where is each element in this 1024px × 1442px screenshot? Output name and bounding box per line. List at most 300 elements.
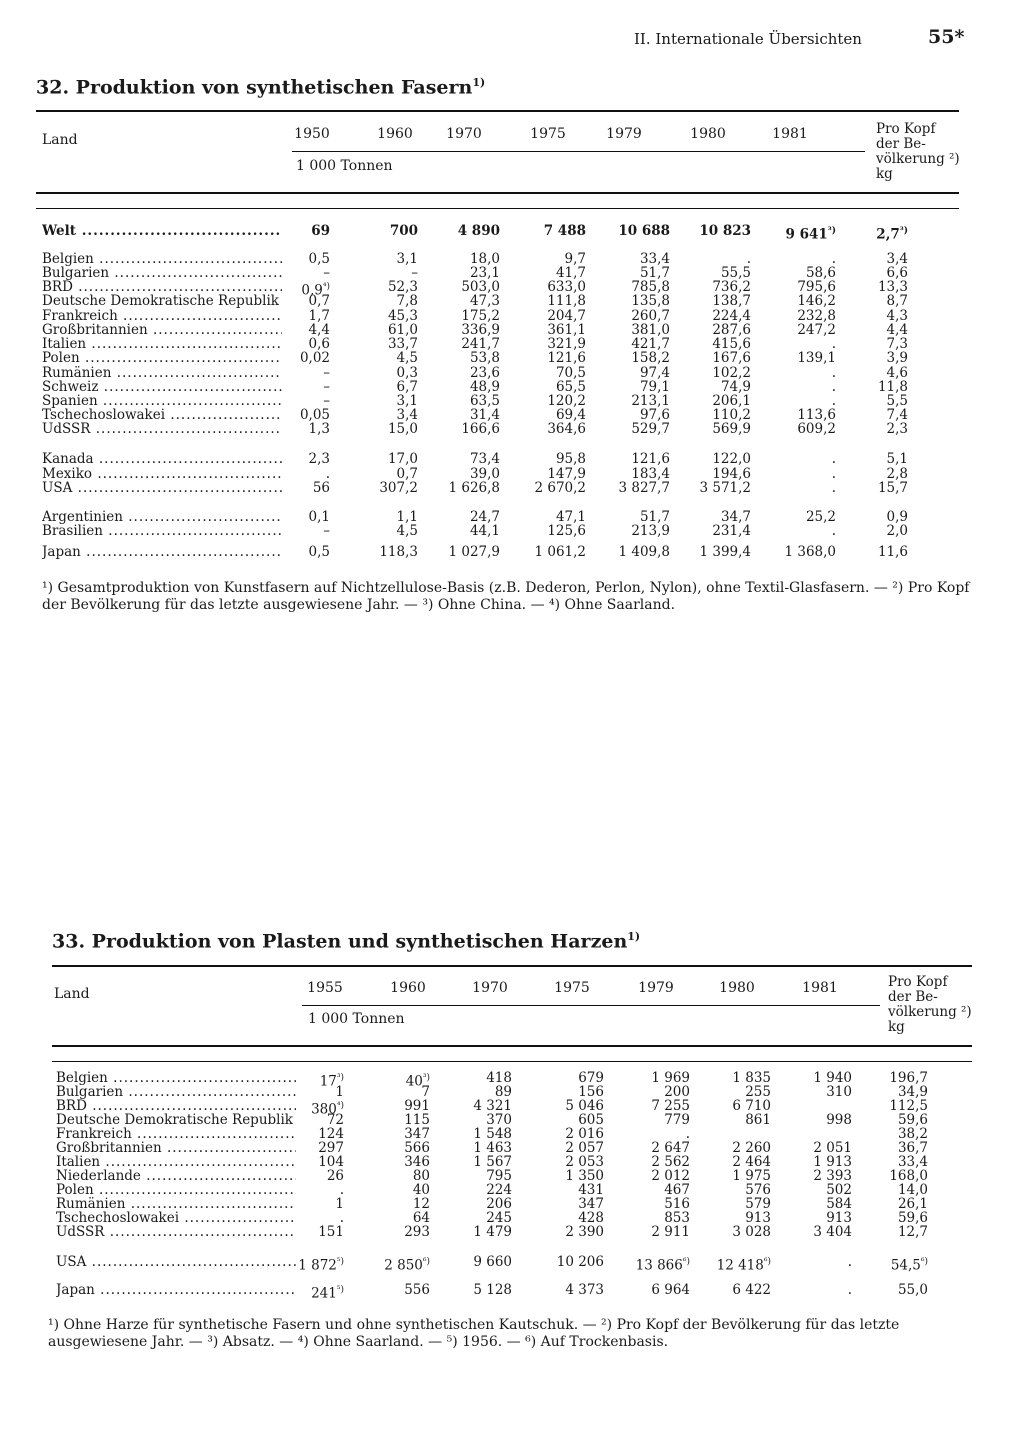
row-value: 79,1 — [639, 379, 670, 395]
row-value: 736,2 — [712, 279, 751, 295]
row-country: Schweiz ..... — [42, 380, 282, 394]
table-32-year-header-1981: 1981 — [772, 126, 808, 142]
row-value: 196,7 — [889, 1070, 928, 1086]
row-value: 15,0 — [387, 421, 418, 437]
row-country: Belgien ..... — [56, 1071, 296, 1085]
table-row — [0, 1183, 1024, 1197]
row-value: 125,6 — [547, 523, 586, 539]
row-value: . — [831, 336, 836, 352]
row-value: 247,2 — [797, 322, 836, 338]
row-value: . — [831, 466, 836, 482]
row-value: 72 — [326, 1112, 344, 1128]
row-value: 2 $850^{^6)}$ — [384, 1257, 430, 1274]
row-value: 14,0 — [897, 1182, 928, 1198]
row-value: 2 911 — [651, 1224, 690, 1240]
footnote-mark: ⁴) — [336, 1101, 344, 1111]
row-value: 293 — [404, 1224, 430, 1240]
row-value: 1 969 — [651, 1070, 690, 1086]
table-32-year-header-1979: 1979 — [606, 126, 642, 142]
footnote-mark: ⁶) — [763, 1257, 771, 1267]
row-value: 1 027,9 — [448, 544, 500, 560]
row-value: 213,1 — [631, 393, 670, 409]
row-value: 576 — [745, 1182, 771, 1198]
row-value: 566 — [404, 1140, 430, 1156]
row-value: 113,6 — [797, 407, 836, 423]
row-value: 41,7 — [555, 265, 586, 281]
row-country: Bulgarien ..... — [56, 1085, 296, 1099]
row-value: 121,6 — [631, 451, 670, 467]
row-value: . — [831, 379, 836, 395]
row-value: 2 647 — [651, 1140, 690, 1156]
row-value: 51,7 — [639, 509, 670, 525]
table-33-unit: 1 000 Tonnen — [308, 1011, 405, 1027]
row-value: 2,0 — [886, 523, 908, 539]
row-value: 80 — [412, 1168, 430, 1184]
row-value: 89 — [494, 1084, 512, 1100]
row-value: 12 — [412, 1196, 430, 1212]
row-value: 347 — [404, 1126, 430, 1142]
footnote-mark: ³) — [827, 226, 836, 236]
row-value: 307,2 — [379, 480, 418, 496]
row-value: 17,0 — [387, 451, 418, 467]
row-value: 33,7 — [387, 336, 418, 352]
row-value: 95,8 — [555, 451, 586, 467]
row-value: 679 — [578, 1070, 604, 1086]
row-value: 5 046 — [565, 1098, 604, 1114]
row-country: BRD ..... — [42, 280, 282, 294]
row-value: 36,7 — [897, 1140, 928, 1156]
row-value: 26 — [326, 1168, 344, 1184]
row-value: 34,7 — [720, 509, 751, 525]
row-value: 23,6 — [469, 365, 500, 381]
row-value: – — [323, 393, 330, 409]
row-value: . — [847, 1282, 852, 1298]
row-value: 59,6 — [897, 1210, 928, 1226]
table-row — [0, 1070, 1024, 1090]
row-value: 7 255 — [651, 1098, 690, 1114]
row-country: Welt ..... — [42, 224, 282, 238]
row-value: 2 393 — [813, 1168, 852, 1184]
section-label: II. Internationale Übersichten — [634, 30, 862, 48]
row-value: 2 012 — [651, 1168, 690, 1184]
table-32-unit: 1 000 Tonnen — [296, 158, 393, 174]
row-value: 138,7 — [712, 293, 751, 309]
row-value: 7,3 — [886, 336, 908, 352]
row-country: Tschechoslowakei ..... — [42, 408, 282, 422]
row-country: Frankreich ..... — [56, 1127, 296, 1141]
row-value: 4,4 — [308, 322, 330, 338]
row-value: 6 710 — [732, 1098, 771, 1114]
row-value: 206 — [486, 1196, 512, 1212]
row-country: Mexiko ..... — [42, 467, 282, 481]
row-value: 3,9 — [886, 350, 908, 366]
row-value: 4,6 — [886, 365, 908, 381]
table-row — [0, 1085, 1024, 1099]
row-value: 147,9 — [547, 466, 586, 482]
row-value: 69,4 — [555, 407, 586, 423]
table-row — [0, 1254, 1024, 1274]
row-value: 39,0 — [469, 466, 500, 482]
row-value: 56 — [312, 480, 330, 496]
footnote-mark: ⁶) — [682, 1257, 690, 1267]
row-value: 139,1 — [797, 350, 836, 366]
row-value: 0,5 — [308, 544, 330, 560]
footnote-mark: ³) — [899, 226, 908, 236]
footnote-mark: ⁶) — [920, 1257, 928, 1267]
row-value: 347 — [578, 1196, 604, 1212]
row-value: 2 057 — [565, 1140, 604, 1156]
row-value: – — [323, 365, 330, 381]
row-value: 3 404 — [813, 1224, 852, 1240]
row-value: . — [685, 1126, 690, 1142]
row-country: Großbritannien ..... — [42, 323, 282, 337]
row-value: 361,1 — [547, 322, 586, 338]
row-value: 0,7 — [396, 466, 418, 482]
row-value: 3,4 — [886, 251, 908, 267]
row-value: 2 390 — [565, 1224, 604, 1240]
row-value: . — [831, 523, 836, 539]
table-33-year-header-1981: 1981 — [802, 980, 838, 996]
row-value: 415,6 — [712, 336, 751, 352]
row-value: . — [325, 466, 330, 482]
row-value: 418 — [486, 1070, 512, 1086]
row-country: Polen ..... — [42, 351, 282, 365]
row-value: 779 — [664, 1112, 690, 1128]
row-value: 529,7 — [631, 421, 670, 437]
footnote-mark: ³) — [336, 1073, 344, 1083]
row-country: Brasilien ..... — [42, 524, 282, 538]
row-value: 45,3 — [387, 308, 418, 324]
row-value: 861 — [745, 1112, 771, 1128]
row-value: 70,5 — [555, 365, 586, 381]
row-value: 297 — [318, 1140, 344, 1156]
row-value: 204,7 — [547, 308, 586, 324]
row-value: . — [831, 451, 836, 467]
row-value: 1 350 — [565, 1168, 604, 1184]
row-value: 502 — [826, 1182, 852, 1198]
row-value: 44,1 — [469, 523, 500, 539]
row-value: – — [323, 523, 330, 539]
table-33-title-note: 1) — [627, 930, 641, 943]
row-value: . — [831, 251, 836, 267]
table-32-per-capita-line: völkerung ²) — [876, 151, 960, 167]
row-value: 503,0 — [461, 279, 500, 295]
row-value: 2,3 — [308, 451, 330, 467]
table-33-header-subrule — [302, 1005, 880, 1006]
row-country: Deutsche Demokratische Republik ..... — [42, 294, 282, 308]
table-33-per-capita-line: Pro Kopf — [888, 974, 948, 990]
row-value: 1 463 — [473, 1140, 512, 1156]
row-value: $54,5^{^6)}$ — [890, 1257, 928, 1274]
row-value: 15,7 — [877, 480, 908, 496]
row-value: 12,7 — [897, 1224, 928, 1240]
row-value: 1 409,8 — [618, 544, 670, 560]
row-value: 2 051 — [813, 1140, 852, 1156]
row-value: 34,9 — [897, 1084, 928, 1100]
row-country: Rumänien ..... — [56, 1197, 296, 1211]
table-33-year-header-1970: 1970 — [472, 980, 508, 996]
row-value: 998 — [826, 1112, 852, 1128]
row-value: 6 964 — [651, 1282, 690, 1298]
row-value: 795 — [486, 1168, 512, 1184]
table-row — [0, 1098, 1024, 1118]
row-value: 175,2 — [461, 308, 500, 324]
row-value: 168,0 — [889, 1168, 928, 1184]
row-value: 336,9 — [461, 322, 500, 338]
row-value: . — [746, 251, 751, 267]
table-row — [0, 1113, 1024, 1127]
table-33-year-header-1960: 1960 — [390, 980, 426, 996]
table-33-per-capita-line: der Be- — [888, 989, 938, 1005]
row-value: 556 — [404, 1282, 430, 1298]
table-32-land-header: Land — [42, 132, 78, 148]
row-value: 579 — [745, 1196, 771, 1212]
row-country: Polen ..... — [56, 1183, 296, 1197]
row-value: 31,4 — [469, 407, 500, 423]
row-value: 97,6 — [639, 407, 670, 423]
row-value: . — [831, 480, 836, 496]
table-33-per-capita-header — [888, 975, 972, 1035]
row-value: 4,5 — [396, 350, 418, 366]
row-value: 1 567 — [473, 1154, 512, 1170]
row-value: 346 — [404, 1154, 430, 1170]
row-value: 364,6 — [547, 421, 586, 437]
row-value: 1,7 — [308, 308, 330, 324]
row-value: 23,1 — [469, 265, 500, 281]
row-value: 0,7 — [308, 293, 330, 309]
row-value: $380^{^4)}$ — [311, 1101, 344, 1118]
row-value: 158,2 — [631, 350, 670, 366]
table-32-per-capita-line: der Be- — [876, 136, 926, 152]
row-value: 13,3 — [877, 279, 908, 295]
row-value: 569,9 — [712, 421, 751, 437]
row-value: 97,4 — [639, 365, 670, 381]
row-value: 47,1 — [555, 509, 586, 525]
row-value: 2,3 — [886, 421, 908, 437]
row-value: 151 — [318, 1224, 344, 1240]
row-value: 516 — [664, 1196, 690, 1212]
row-value: 1 975 — [732, 1168, 771, 1184]
row-value: 609,2 — [797, 421, 836, 437]
row-value: 74,9 — [720, 379, 751, 395]
row-value: . — [339, 1210, 344, 1226]
row-value: . — [339, 1182, 344, 1198]
row-value: 104 — [318, 1154, 344, 1170]
footnote-mark: ³) — [422, 1073, 430, 1083]
row-value: 51,7 — [639, 265, 670, 281]
row-value: 9 660 — [473, 1254, 512, 1270]
table-row — [0, 1282, 1024, 1302]
row-value: 6 422 — [732, 1282, 771, 1298]
row-value: $2,7^{^3)}$ — [876, 226, 908, 243]
row-country: USA ..... — [56, 1255, 296, 1269]
row-value: 121,6 — [547, 350, 586, 366]
row-value: 224,4 — [712, 308, 751, 324]
row-value: 428 — [578, 1210, 604, 1226]
table-32-title-note: 1) — [472, 76, 486, 89]
table-33-year-header-1979: 1979 — [638, 980, 674, 996]
row-value: 1 835 — [732, 1070, 771, 1086]
row-value: 10 823 — [699, 223, 751, 239]
footnote-mark: ⁵) — [336, 1285, 344, 1295]
row-value: 224 — [486, 1182, 512, 1198]
row-value: 7 488 — [543, 223, 586, 239]
row-country: USA ..... — [42, 481, 282, 495]
row-value: $0,9^{^4)}$ — [301, 282, 330, 299]
row-value: 0,6 — [308, 336, 330, 352]
row-value: 135,8 — [631, 293, 670, 309]
row-country: Italien ..... — [56, 1155, 296, 1169]
row-value: 10 688 — [618, 223, 670, 239]
row-value: 166,6 — [461, 421, 500, 437]
row-value: 853 — [664, 1210, 690, 1226]
table-row — [0, 1169, 1024, 1183]
row-value: 321,9 — [547, 336, 586, 352]
table-row — [0, 1197, 1024, 1211]
table-32-title-note-text: 1 — [472, 76, 480, 89]
row-value: 381,0 — [631, 322, 670, 338]
row-country: Tschechoslowakei ..... — [56, 1211, 296, 1225]
row-value: 2 562 — [651, 1154, 690, 1170]
row-value: 7 — [421, 1084, 430, 1100]
row-value: 12 $418^{^6)}$ — [716, 1257, 771, 1274]
row-country: Kanada ..... — [42, 452, 282, 466]
row-value: 102,2 — [712, 365, 751, 381]
row-value: 146,2 — [797, 293, 836, 309]
row-value: 4,3 — [886, 308, 908, 324]
row-value: 2,8 — [886, 466, 908, 482]
row-value: 3 571,2 — [699, 480, 751, 496]
row-value: 24,7 — [469, 509, 500, 525]
row-value: 3 028 — [732, 1224, 771, 1240]
row-value: 8,7 — [886, 293, 908, 309]
row-value: 2 016 — [565, 1126, 604, 1142]
row-value: 124 — [318, 1126, 344, 1142]
row-value: 183,4 — [631, 466, 670, 482]
row-value: 213,9 — [631, 523, 670, 539]
row-value: 63,5 — [469, 393, 500, 409]
row-value: . — [847, 1254, 852, 1270]
row-value: 206,1 — [712, 393, 751, 409]
table-33-title-text: 33. Produktion von Plasten und synthetischen Harzen — [52, 930, 628, 953]
row-value: 6,7 — [396, 379, 418, 395]
row-value: 2 464 — [732, 1154, 771, 1170]
row-value: 633,0 — [547, 279, 586, 295]
row-value: 1,3 — [308, 421, 330, 437]
row-value: 13 $866^{^6)}$ — [635, 1257, 690, 1274]
table-33-title — [52, 930, 640, 952]
row-value: 1,1 — [396, 509, 418, 525]
row-value: 3,1 — [396, 393, 418, 409]
row-value: 58,6 — [805, 265, 836, 281]
row-value: 3,1 — [396, 251, 418, 267]
row-value: $40^{^3)}$ — [405, 1073, 430, 1090]
table-32-year-header-1950: 1950 — [294, 126, 330, 142]
row-value: 4 373 — [565, 1282, 604, 1298]
page-number: 55* — [928, 26, 965, 48]
row-value: 120,2 — [547, 393, 586, 409]
row-value: 0,1 — [308, 509, 330, 525]
row-value: 52,3 — [387, 279, 418, 295]
row-value: 122,0 — [712, 451, 751, 467]
table-33-top-rule — [52, 965, 972, 967]
row-country: Deutsche Demokratische Republik ..... — [56, 1113, 296, 1127]
row-value: 3,4 — [396, 407, 418, 423]
table-33-per-capita-line: völkerung ²) — [888, 1004, 972, 1020]
row-value: 40 — [412, 1182, 430, 1198]
row-value: 53,8 — [469, 350, 500, 366]
row-value: 785,8 — [631, 279, 670, 295]
table-33-header-bottom-rule-2 — [52, 1061, 972, 1062]
row-value: 431 — [578, 1182, 604, 1198]
row-value: 795,6 — [797, 279, 836, 295]
table-row — [0, 1155, 1024, 1169]
row-country: Spanien ..... — [42, 394, 282, 408]
row-value: 2 670,2 — [534, 480, 586, 496]
row-value: 0,02 — [299, 350, 330, 366]
row-value: 111,8 — [547, 293, 586, 309]
row-value: 47,3 — [469, 293, 500, 309]
row-value: 65,5 — [555, 379, 586, 395]
row-value: 1 399,4 — [699, 544, 751, 560]
row-value: 4,5 — [396, 523, 418, 539]
table-33-footnotes: ¹) Ohne Harze für synthetische Fasern und ohne synthetischen Kautschuk. — ²) Pro Kopf der Bevölkerung für das letzte ausgewiesene Jahr. — ³) Absatz. — ⁴) Ohne Saarland. — ⁵) 1956. — ⁶) Auf Trockenbasis. — [48, 1317, 900, 1350]
row-value: 115 — [404, 1112, 430, 1128]
row-value: 421,7 — [631, 336, 670, 352]
row-value: 4,4 — [886, 322, 908, 338]
row-value: 991 — [404, 1098, 430, 1114]
row-value: 55,0 — [897, 1282, 928, 1298]
row-value: 112,5 — [889, 1098, 928, 1114]
row-value: 10 206 — [556, 1254, 604, 1270]
row-country: UdSSR ..... — [42, 422, 282, 436]
row-value: 61,0 — [387, 322, 418, 338]
table-32-footnotes: ¹) Gesamtproduktion von Kunstfasern auf Nichtzellulose-Basis (z.B. Dederon, Perlon, Nylon), ohne Textil-Glasfasern. — ²) Pro Kopf der Bevölkerung für das letzte ausgewiesene Jahr. — ³) Ohne China. — ⁴) Ohne Saarland. — [42, 580, 970, 613]
row-value: 5,1 — [886, 451, 908, 467]
row-country: Japan ..... — [42, 545, 282, 559]
row-value: 1 368,0 — [784, 544, 836, 560]
row-country: Argentinien ..... — [42, 510, 282, 524]
row-value: 2 260 — [732, 1140, 771, 1156]
row-value: $241^{^5)}$ — [311, 1285, 344, 1302]
row-value: 2 053 — [565, 1154, 604, 1170]
row-value: 4 890 — [457, 223, 500, 239]
row-value: 167,6 — [712, 350, 751, 366]
row-value: 25,2 — [805, 509, 836, 525]
table-33-year-header-1955: 1955 — [307, 980, 343, 996]
row-value: 1 — [335, 1196, 344, 1212]
row-value: 73,4 — [469, 451, 500, 467]
row-value: 0,3 — [396, 365, 418, 381]
row-value: 1 479 — [473, 1224, 512, 1240]
row-value: 1 061,2 — [534, 544, 586, 560]
table-32-per-capita-line: Pro Kopf — [876, 121, 936, 137]
row-value: 232,8 — [797, 308, 836, 324]
row-value: 700 — [389, 223, 418, 239]
row-value: 55,5 — [720, 265, 751, 281]
row-value: . — [831, 393, 836, 409]
row-value: 913 — [826, 1210, 852, 1226]
footnote-mark: ⁶) — [422, 1257, 430, 1267]
row-value: 38,2 — [897, 1126, 928, 1142]
row-value: 241,7 — [461, 336, 500, 352]
row-value: 26,1 — [897, 1196, 928, 1212]
row-value: 9,7 — [564, 251, 586, 267]
row-value: 1 $872^{^5)}$ — [298, 1257, 344, 1274]
row-value: 48,9 — [469, 379, 500, 395]
table-row — [0, 1211, 1024, 1225]
row-country: Rumänien ..... — [42, 366, 282, 380]
